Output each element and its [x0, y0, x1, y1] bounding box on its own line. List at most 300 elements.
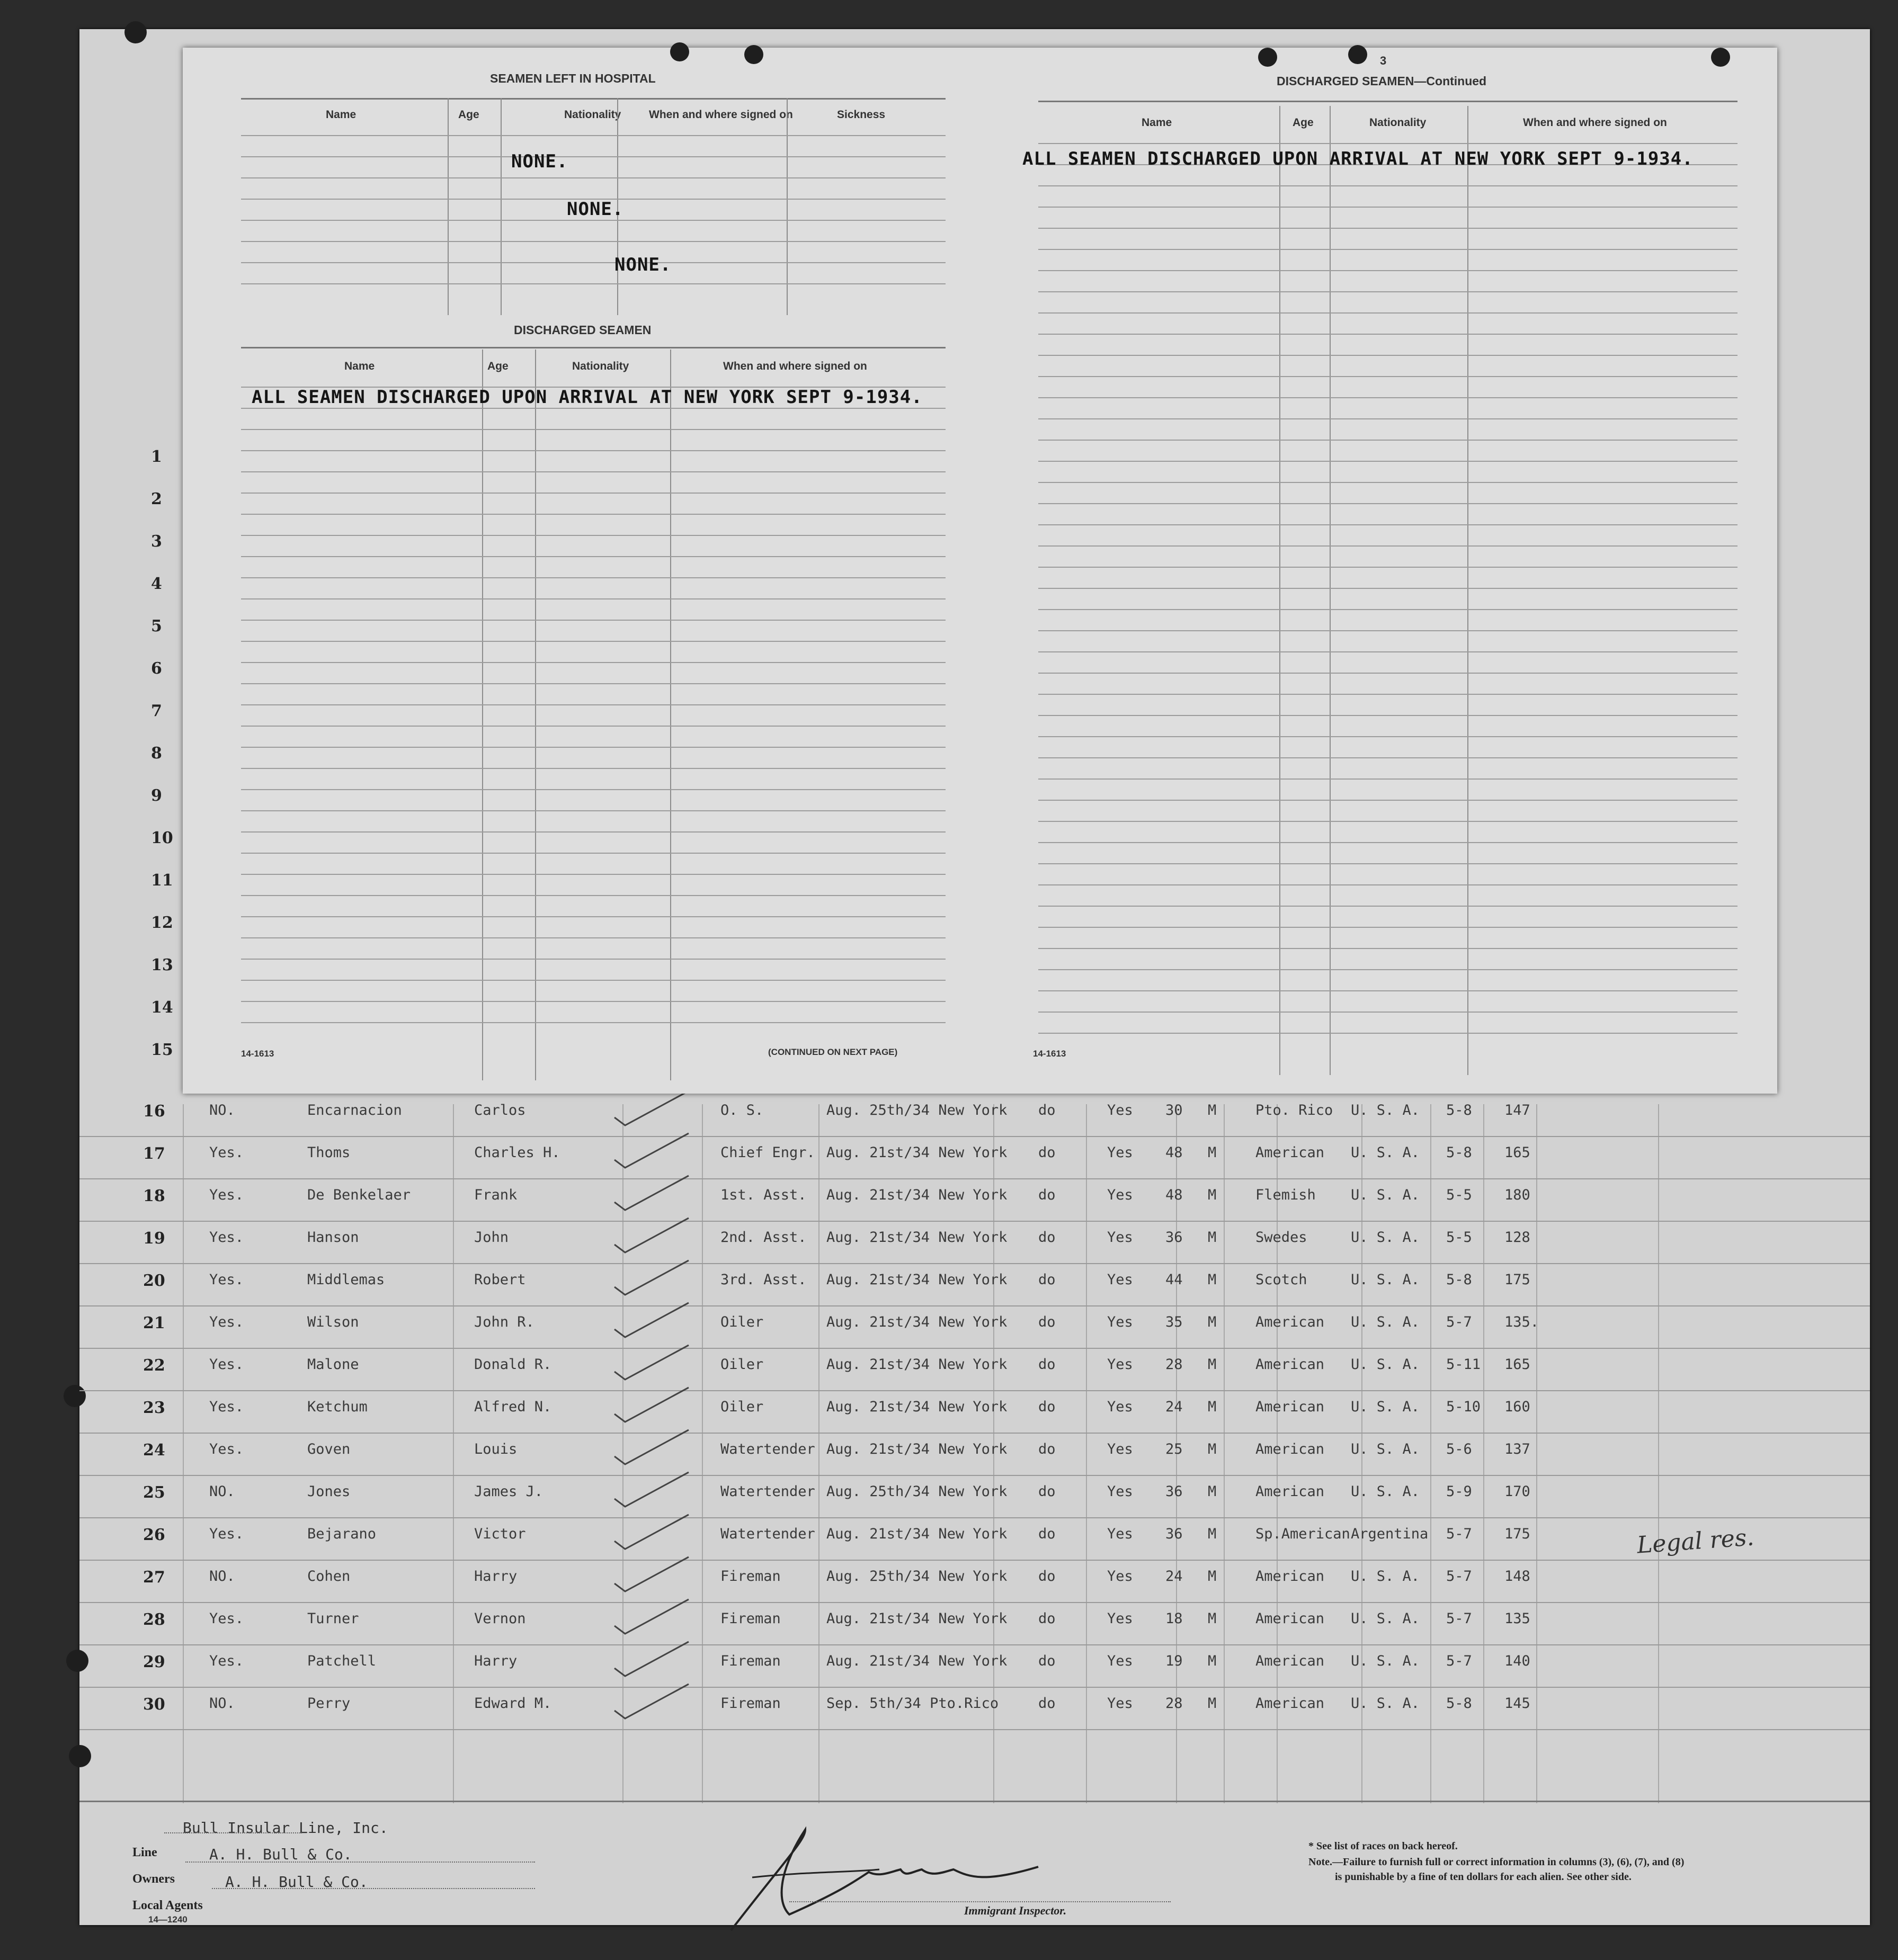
crew-no: 26 [143, 1526, 165, 1544]
check-mark-icon [609, 1512, 694, 1554]
crew-sex: M [1208, 1356, 1217, 1373]
check-mark-icon [609, 1385, 694, 1427]
crew-race: American [1255, 1144, 1325, 1161]
column-header: Name [1142, 117, 1172, 129]
row-number: 11 [151, 871, 173, 890]
check-mark-icon [609, 1173, 694, 1215]
check-mark-icon [609, 1131, 694, 1173]
column-header: Name [344, 360, 375, 372]
crew-age: 18 [1165, 1610, 1183, 1627]
crew-race: American [1255, 1653, 1325, 1669]
crew-rating: Fireman [720, 1653, 781, 1669]
column-header: When and where signed on [649, 109, 793, 121]
crew-signed: Aug. 21st/34 New York [826, 1526, 1008, 1542]
crew-signed: Aug. 21st/34 New York [826, 1356, 1008, 1373]
crew-where: do [1038, 1144, 1056, 1161]
crew-yes: Yes [1107, 1229, 1133, 1246]
crew-height: 5-7 [1446, 1653, 1472, 1669]
column-header: When and where signed on [1523, 117, 1667, 129]
crew-signed: Aug. 21st/34 New York [826, 1399, 1008, 1415]
crew-sex: M [1208, 1441, 1217, 1457]
crew-race: Flemish [1255, 1187, 1316, 1203]
crew-where: do [1038, 1229, 1056, 1246]
crew-surname: Jones [307, 1483, 351, 1500]
crew-nation: U. S. A. [1351, 1272, 1420, 1288]
crew-weight: 137 [1504, 1441, 1530, 1457]
crew-weight: 165 [1504, 1356, 1530, 1373]
crew-height: 5-9 [1446, 1483, 1472, 1500]
crew-yes: Yes [1107, 1526, 1133, 1542]
crew-ans: NO. [209, 1695, 235, 1712]
column-header: Age [458, 109, 479, 121]
crew-surname: Ketchum [307, 1399, 368, 1415]
crew-yes: Yes [1107, 1653, 1133, 1669]
crew-yes: Yes [1107, 1356, 1133, 1373]
crew-surname: Turner [307, 1610, 359, 1627]
crew-where: do [1038, 1399, 1056, 1415]
crew-ans: Yes. [209, 1314, 244, 1330]
crew-age: 36 [1165, 1483, 1183, 1500]
crew-age: 44 [1165, 1272, 1183, 1288]
column-header: Sickness [837, 109, 886, 121]
crew-race: Swedes [1255, 1229, 1307, 1246]
crew-weight: 140 [1504, 1653, 1530, 1669]
crew-yes: Yes [1107, 1187, 1133, 1203]
crew-race: American [1255, 1356, 1325, 1373]
row-number: 7 [151, 702, 162, 720]
crew-row [79, 1094, 1870, 1137]
crew-surname: Hanson [307, 1229, 359, 1246]
hospital-entry: NONE. [511, 151, 568, 172]
crew-weight: 135 [1504, 1610, 1530, 1627]
check-mark-icon [609, 1554, 694, 1597]
row-number: 8 [151, 744, 162, 763]
check-mark-icon [609, 1470, 694, 1512]
row-number: 5 [151, 617, 162, 636]
check-mark-icon [609, 1681, 694, 1724]
check-mark-icon [609, 1258, 694, 1300]
crew-given: Harry [474, 1568, 518, 1585]
page-number: 3 [1380, 54, 1387, 67]
crew-yes: Yes [1107, 1144, 1133, 1161]
crew-sex: M [1208, 1483, 1217, 1500]
check-mark-icon [609, 1300, 694, 1343]
crew-row [79, 1263, 1870, 1306]
punch-hole [1258, 48, 1277, 67]
punch-hole [69, 1745, 91, 1767]
crew-where: do [1038, 1356, 1056, 1373]
crew-signed: Aug. 21st/34 New York [826, 1653, 1008, 1669]
punch-hole [744, 45, 763, 64]
crew-rating: Fireman [720, 1695, 781, 1712]
crew-sex: M [1208, 1272, 1217, 1288]
crew-age: 48 [1165, 1144, 1183, 1161]
crew-height: 5-8 [1446, 1695, 1472, 1712]
crew-ans: Yes. [209, 1653, 244, 1669]
crew-signed: Aug. 25th/34 New York [826, 1102, 1008, 1118]
crew-race: American [1255, 1314, 1325, 1330]
row-number: 15 [151, 1041, 173, 1059]
crew-no: 27 [143, 1568, 165, 1587]
crew-given: Louis [474, 1441, 518, 1457]
crew-row [79, 1221, 1870, 1264]
crew-row [79, 1348, 1870, 1391]
crew-age: 28 [1165, 1356, 1183, 1373]
crew-row [79, 1517, 1870, 1561]
crew-sex: M [1208, 1102, 1217, 1118]
form-number: 14—1240 [148, 1914, 188, 1925]
crew-given: Carlos [474, 1102, 526, 1118]
crew-given: Victor [474, 1526, 526, 1542]
crew-given: John R. [474, 1314, 534, 1330]
row-number: 4 [151, 575, 162, 593]
crew-no: 30 [143, 1695, 165, 1714]
crew-weight: 175 [1504, 1272, 1530, 1288]
crew-nation: U. S. A. [1351, 1102, 1420, 1118]
crew-surname: Middlemas [307, 1272, 385, 1288]
crew-sex: M [1208, 1314, 1217, 1330]
crew-given: Donald R. [474, 1356, 552, 1373]
crew-surname: Goven [307, 1441, 351, 1457]
crew-no: 18 [143, 1187, 165, 1205]
crew-signed: Aug. 21st/34 New York [826, 1272, 1008, 1288]
crew-nation: U. S. A. [1351, 1229, 1420, 1246]
crew-sex: M [1208, 1144, 1217, 1161]
crew-signed: Sep. 5th/34 Pto.Rico [826, 1695, 999, 1712]
crew-race: American [1255, 1441, 1325, 1457]
crew-ans: Yes. [209, 1441, 244, 1457]
crew-surname: Malone [307, 1356, 359, 1373]
row-number: 12 [151, 914, 173, 932]
crew-signed: Aug. 25th/34 New York [826, 1568, 1008, 1585]
crew-ans: Yes. [209, 1187, 244, 1203]
column-header: Age [487, 360, 509, 372]
check-mark-icon [609, 1597, 694, 1639]
inspector-signature [720, 1819, 1049, 1936]
crew-no: 20 [143, 1272, 165, 1290]
column-header: Nationality [572, 360, 629, 372]
crew-nation: U. S. A. [1351, 1399, 1420, 1415]
crew-age: 35 [1165, 1314, 1183, 1330]
crew-height: 5-7 [1446, 1568, 1472, 1585]
crew-race: Scotch [1255, 1272, 1307, 1288]
crew-height: 5-8 [1446, 1102, 1472, 1118]
discharged-cont-entry: ALL SEAMEN DISCHARGED UPON ARRIVAL AT NEW YORK SEPT 9-1934. [1022, 148, 1694, 169]
check-mark-icon [609, 1215, 694, 1258]
crew-race: American [1255, 1695, 1325, 1712]
crew-ans: Yes. [209, 1610, 244, 1627]
crew-weight: 148 [1504, 1568, 1530, 1585]
crew-nation: Argentina [1351, 1526, 1429, 1542]
crew-no: 19 [143, 1229, 165, 1248]
crew-surname: Cohen [307, 1568, 351, 1585]
row-number: 13 [151, 956, 173, 974]
hospital-entry: NONE. [614, 254, 672, 275]
crew-yes: Yes [1107, 1610, 1133, 1627]
crew-where: do [1038, 1314, 1056, 1330]
crew-row [79, 1602, 1870, 1645]
crew-given: Charles H. [474, 1144, 560, 1161]
crew-age: 36 [1165, 1229, 1183, 1246]
crew-ans: NO. [209, 1483, 235, 1500]
crew-height: 5-7 [1446, 1314, 1472, 1330]
discharged-title: DISCHARGED SEAMEN [514, 323, 652, 337]
check-mark-icon [609, 1343, 694, 1385]
crew-yes: Yes [1107, 1695, 1133, 1712]
crew-rating: Fireman [720, 1568, 781, 1585]
crew-nation: U. S. A. [1351, 1356, 1420, 1373]
crew-weight: 180 [1504, 1187, 1530, 1203]
crew-sex: M [1208, 1526, 1217, 1542]
crew-no: 21 [143, 1314, 165, 1332]
line-value: Bull Insular Line, Inc. [183, 1819, 388, 1837]
crew-where: do [1038, 1441, 1056, 1457]
crew-where: do [1038, 1568, 1056, 1585]
crew-height: 5-7 [1446, 1610, 1472, 1627]
crew-rating: Chief Engr. [720, 1144, 815, 1161]
agents-label: Local Agents [132, 1899, 203, 1912]
line-label: Line [132, 1846, 157, 1859]
crew-height: 5-5 [1446, 1187, 1472, 1203]
crew-rating: 3rd. Asst. [720, 1272, 807, 1288]
column-header: Nationality [564, 109, 621, 121]
note-penalty: Note.—Failure to furnish full or correct information in columns (3), (6), (7), and (8) [1308, 1856, 1685, 1868]
owners-label: Owners [132, 1872, 175, 1886]
crew-weight: 128 [1504, 1229, 1530, 1246]
crew-row [79, 1178, 1870, 1222]
crew-no: 29 [143, 1653, 165, 1671]
crew-nation: U. S. A. [1351, 1483, 1420, 1500]
crew-height: 5-8 [1446, 1144, 1472, 1161]
crew-where: do [1038, 1187, 1056, 1203]
crew-weight: 147 [1504, 1102, 1530, 1118]
crew-yes: Yes [1107, 1102, 1133, 1118]
check-mark-icon [609, 1639, 694, 1681]
row-number: 6 [151, 659, 162, 678]
crew-row [79, 1433, 1870, 1476]
column-header: Name [326, 109, 357, 121]
row-number: 3 [151, 532, 162, 551]
crew-sex: M [1208, 1399, 1217, 1415]
crew-nation: U. S. A. [1351, 1610, 1420, 1627]
crew-row [79, 1305, 1870, 1349]
hospital-entry: NONE. [567, 199, 624, 220]
inspector-label: Immigrant Inspector. [964, 1904, 1067, 1917]
crew-weight: 175 [1504, 1526, 1530, 1542]
crew-given: Vernon [474, 1610, 526, 1627]
crew-age: 25 [1165, 1441, 1183, 1457]
seamen-insert-page [183, 48, 1777, 1094]
crew-given: James J. [474, 1483, 543, 1500]
crew-age: 28 [1165, 1695, 1183, 1712]
row-number: 2 [151, 490, 162, 508]
row-number: 9 [151, 786, 162, 805]
crew-no: 24 [143, 1441, 165, 1460]
agents-value: A. H. Bull & Co. [225, 1873, 368, 1891]
crew-age: 48 [1165, 1187, 1183, 1203]
crew-where: do [1038, 1272, 1056, 1288]
crew-ans: Yes. [209, 1399, 244, 1415]
crew-race: Pto. Rico [1255, 1102, 1333, 1118]
crew-ans: NO. [209, 1102, 235, 1118]
discharged-cont-title: DISCHARGED SEAMEN—Continued [1277, 74, 1487, 88]
crew-weight: 170 [1504, 1483, 1530, 1500]
crew-surname: Bejarano [307, 1526, 377, 1542]
crew-age: 19 [1165, 1653, 1183, 1669]
crew-race: American [1255, 1610, 1325, 1627]
punch-hole [1348, 45, 1367, 64]
hospital-title: SEAMEN LEFT IN HOSPITAL [490, 71, 656, 85]
crew-rating: O. S. [720, 1102, 764, 1118]
crew-surname: Encarnacion [307, 1102, 402, 1118]
crew-yes: Yes [1107, 1399, 1133, 1415]
crew-surname: Perry [307, 1695, 351, 1712]
crew-where: do [1038, 1102, 1056, 1118]
crew-row [79, 1390, 1870, 1434]
crew-sex: M [1208, 1610, 1217, 1627]
crew-given: Frank [474, 1187, 518, 1203]
owners-value: A. H. Bull & Co. [209, 1846, 352, 1863]
crew-ans: NO. [209, 1568, 235, 1585]
crew-no: 28 [143, 1610, 165, 1629]
crew-age: 36 [1165, 1526, 1183, 1542]
crew-rating: Oiler [720, 1399, 764, 1415]
continued-note: (CONTINUED ON NEXT PAGE) [768, 1047, 898, 1057]
crew-yes: Yes [1107, 1314, 1133, 1330]
crew-signed: Aug. 21st/34 New York [826, 1441, 1008, 1457]
crew-weight: 135. [1504, 1314, 1539, 1330]
crew-height: 5-11 [1446, 1356, 1481, 1373]
crew-weight: 145 [1504, 1695, 1530, 1712]
crew-nation: U. S. A. [1351, 1144, 1420, 1161]
crew-given: Edward M. [474, 1695, 552, 1712]
crew-nation: U. S. A. [1351, 1441, 1420, 1457]
crew-yes: Yes [1107, 1483, 1133, 1500]
row-number: 1 [151, 448, 162, 466]
crew-surname: Patchell [307, 1653, 377, 1669]
column-header: When and where signed on [723, 360, 867, 372]
crew-age: 24 [1165, 1568, 1183, 1585]
crew-no: 17 [143, 1144, 165, 1163]
crew-no: 23 [143, 1399, 165, 1417]
crew-where: do [1038, 1610, 1056, 1627]
crew-yes: Yes [1107, 1272, 1133, 1288]
crew-rating: Fireman [720, 1610, 781, 1627]
crew-rating: 1st. Asst. [720, 1187, 807, 1203]
crew-sex: M [1208, 1229, 1217, 1246]
crew-sex: M [1208, 1695, 1217, 1712]
crew-row [79, 1560, 1870, 1603]
crew-ans: Yes. [209, 1526, 244, 1542]
crew-rating: Watertender [720, 1441, 815, 1457]
form-number: 14-1613 [241, 1049, 274, 1059]
crew-surname: Wilson [307, 1314, 359, 1330]
crew-signed: Aug. 21st/34 New York [826, 1610, 1008, 1627]
crew-rating: Oiler [720, 1356, 764, 1373]
crew-height: 5-8 [1446, 1272, 1472, 1288]
check-mark-icon [609, 1427, 694, 1470]
form-number: 14-1613 [1033, 1049, 1066, 1059]
crew-where: do [1038, 1526, 1056, 1542]
column-header: Nationality [1369, 117, 1427, 129]
crew-where: do [1038, 1695, 1056, 1712]
crew-row [79, 1136, 1870, 1179]
crew-race: Sp.American [1255, 1526, 1350, 1542]
crew-yes: Yes [1107, 1441, 1133, 1457]
crew-given: Harry [474, 1653, 518, 1669]
crew-age: 30 [1165, 1102, 1183, 1118]
crew-signed: Aug. 25th/34 New York [826, 1483, 1008, 1500]
crew-height: 5-6 [1446, 1441, 1472, 1457]
crew-height: 5-7 [1446, 1526, 1472, 1542]
crew-row [79, 1475, 1870, 1518]
crew-ans: Yes. [209, 1144, 244, 1161]
crew-signed: Aug. 21st/34 New York [826, 1144, 1008, 1161]
crew-race: American [1255, 1483, 1325, 1500]
punch-hole [124, 21, 147, 43]
crew-ans: Yes. [209, 1356, 244, 1373]
crew-nation: U. S. A. [1351, 1695, 1420, 1712]
crew-where: do [1038, 1483, 1056, 1500]
remark-handwritten: Legal res. [1636, 1524, 1755, 1559]
crew-weight: 160 [1504, 1399, 1530, 1415]
crew-ans: Yes. [209, 1229, 244, 1246]
crew-height: 5-10 [1446, 1399, 1481, 1415]
crew-signed: Aug. 21st/34 New York [826, 1187, 1008, 1203]
column-header: Age [1293, 117, 1314, 129]
crew-signed: Aug. 21st/34 New York [826, 1314, 1008, 1330]
crew-race: American [1255, 1568, 1325, 1585]
punch-hole [1711, 48, 1730, 67]
note-penalty-cont: is punishable by a fine of ten dollars for each alien. See other side. [1335, 1871, 1632, 1883]
crew-no: 22 [143, 1356, 165, 1375]
crew-nation: U. S. A. [1351, 1653, 1420, 1669]
crew-row [79, 1644, 1870, 1688]
crew-where: do [1038, 1653, 1056, 1669]
crew-no: 25 [143, 1483, 165, 1502]
crew-rating: 2nd. Asst. [720, 1229, 807, 1246]
crew-nation: U. S. A. [1351, 1187, 1420, 1203]
crew-rating: Watertender [720, 1526, 815, 1542]
check-mark-icon [609, 1088, 694, 1131]
crew-given: Alfred N. [474, 1399, 552, 1415]
crew-sex: M [1208, 1568, 1217, 1585]
crew-yes: Yes [1107, 1568, 1133, 1585]
crew-no: 16 [143, 1102, 165, 1121]
crew-race: American [1255, 1399, 1325, 1415]
crew-signed: Aug. 21st/34 New York [826, 1229, 1008, 1246]
crew-sex: M [1208, 1187, 1217, 1203]
crew-ans: Yes. [209, 1272, 244, 1288]
crew-age: 24 [1165, 1399, 1183, 1415]
row-number: 10 [151, 829, 173, 847]
crew-rating: Watertender [720, 1483, 815, 1500]
crew-surname: Thoms [307, 1144, 351, 1161]
crew-surname: De Benkelaer [307, 1187, 411, 1203]
crew-nation: U. S. A. [1351, 1314, 1420, 1330]
row-number: 14 [151, 998, 173, 1017]
note-races: * See list of races on back hereof. [1308, 1840, 1458, 1852]
discharged-entry: ALL SEAMEN DISCHARGED UPON ARRIVAL AT NEW YORK SEPT 9-1934. [252, 387, 923, 408]
crew-row [79, 1687, 1870, 1730]
crew-given: John [474, 1229, 509, 1246]
crew-height: 5-5 [1446, 1229, 1472, 1246]
crew-weight: 165 [1504, 1144, 1530, 1161]
punch-hole [670, 42, 689, 61]
crew-given: Robert [474, 1272, 526, 1288]
crew-rating: Oiler [720, 1314, 764, 1330]
crew-nation: U. S. A. [1351, 1568, 1420, 1585]
